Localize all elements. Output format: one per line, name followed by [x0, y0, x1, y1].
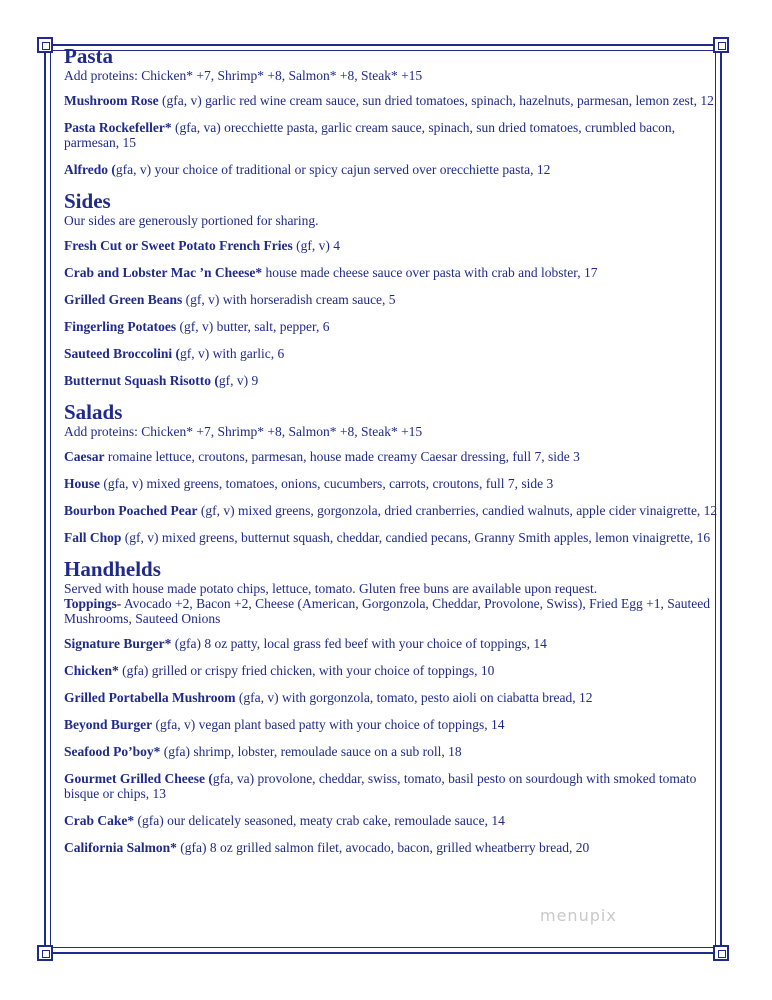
item-desc: (gfa, v) garlic red wine cream sauce, sun dried tomatoes, spinach, hazelnuts, parmesan, lemon zest, 12 [158, 93, 714, 108]
section-salads [64, 400, 724, 545]
item-desc: gfa, v) your choice of traditional or spicy cajun served over orecchiette pasta, 12 [115, 162, 551, 177]
section-note: Our sides are generously portioned for sharing. [64, 213, 319, 228]
item-desc: (gfa, v) with gorgonzola, tomato, pesto aioli on ciabatta bread, 12 [235, 690, 593, 705]
item-desc: (gf, v) 4 [292, 238, 340, 253]
menu-item [64, 771, 724, 801]
toppings-label: Toppings- [64, 596, 122, 611]
corner-ornament [713, 945, 729, 961]
menupix-watermark: menupix [540, 906, 617, 925]
item-name: Crab and Lobster Mac ’n Cheese* [64, 265, 263, 280]
section-title: Sides [64, 189, 111, 213]
item-desc: (gfa) shrimp, lobster, remoulade sauce on a sub roll, 18 [160, 744, 462, 759]
menu-item [64, 346, 724, 361]
item-name: Pasta Rockefeller* [64, 120, 172, 135]
section-title: Pasta [64, 44, 113, 68]
item-name: House [64, 476, 101, 491]
section-note: Add proteins: Chicken* +7, Shrimp* +8, Salmon* +8, Steak* +15 [64, 68, 423, 83]
item-desc: (gf, v) with horseradish cream sauce, 5 [182, 292, 396, 307]
item-desc: house made cheese sauce over pasta with crab and lobster, 17 [262, 265, 598, 280]
item-name: Mushroom Rose [64, 93, 159, 108]
item-desc: (gfa) 8 oz grilled salmon filet, avocado, bacon, grilled wheatberry bread, 20 [176, 840, 590, 855]
menu-item [64, 690, 724, 705]
item-desc: (gfa) our delicately seasoned, meaty crab cake, remoulade sauce, 14 [134, 813, 505, 828]
item-name: Butternut Squash Risotto ( [64, 373, 219, 388]
item-desc: (gf, v) mixed greens, gorgonzola, dried cranberries, candied walnuts, apple cider vinaigrette, 12 [197, 503, 718, 518]
item-desc: romaine lettuce, croutons, parmesan, house made creamy Caesar dressing, full 7, side 3 [104, 449, 580, 464]
item-name: Grilled Portabella Mushroom [64, 690, 236, 705]
item-desc: (gfa) 8 oz patty, local grass fed beef with your choice of toppings, 14 [171, 636, 547, 651]
menu-item [64, 238, 724, 253]
item-desc: gf, v) 9 [218, 373, 259, 388]
item-desc: (gfa) grilled or crispy fried chicken, with your choice of toppings, 10 [118, 663, 495, 678]
section-pasta [64, 44, 724, 177]
item-desc: (gfa, v) vegan plant based patty with your choice of toppings, 14 [152, 717, 505, 732]
section-handhelds [64, 557, 724, 855]
item-name: Chicken* [64, 663, 119, 678]
menu-content [64, 44, 724, 867]
item-name: Crab Cake* [64, 813, 135, 828]
menu-item [64, 292, 724, 307]
menu-item [64, 449, 724, 464]
menu-item [64, 319, 724, 334]
corner-ornament [37, 945, 53, 961]
menu-item [64, 162, 724, 177]
menu-item [64, 120, 724, 150]
item-name: Fresh Cut or Sweet Potato French Fries [64, 238, 293, 253]
item-name: California Salmon* [64, 840, 177, 855]
menu-item [64, 636, 724, 651]
toppings-text: Avocado +2, Bacon +2, Cheese (American, Gorgonzola, Cheddar, Provolone, Swiss), Fried Egg +1, Sauteed Mushrooms, Sauteed Onions [64, 596, 710, 626]
menu-item [64, 530, 724, 545]
section-sides [64, 189, 724, 388]
menu-item [64, 813, 724, 828]
menu-item [64, 840, 724, 855]
item-desc: (gf, v) mixed greens, butternut squash, cheddar, candied pecans, Granny Smith apples, lemon vinaigrette, 16 [121, 530, 711, 545]
item-desc: (gfa, v) mixed greens, tomatoes, onions, cucumbers, carrots, croutons, full 7, side 3 [100, 476, 554, 491]
menu-item [64, 93, 724, 108]
item-desc: gf, v) with garlic, 6 [180, 346, 285, 361]
menu-item [64, 663, 724, 678]
section-note: Served with house made potato chips, lettuce, tomato. Gluten free buns are available upon request. [64, 581, 598, 596]
item-name: Bourbon Poached Pear [64, 503, 198, 518]
item-desc: (gfa, va) orecchiette pasta, garlic cream sauce, spinach, sun dried tomatoes, crumbled bacon, parmesan, 15 [64, 120, 676, 150]
item-name: Beyond Burger [64, 717, 153, 732]
item-name: Fingerling Potatoes [64, 319, 177, 334]
section-note: Add proteins: Chicken* +7, Shrimp* +8, Salmon* +8, Steak* +15 [64, 424, 423, 439]
menu-item [64, 476, 724, 491]
corner-ornament [37, 37, 53, 53]
menu-item [64, 503, 724, 518]
item-desc: gfa, va) provolone, cheddar, swiss, tomato, basil pesto on sourdough with smoked tomato bisque or chips, 13 [64, 771, 697, 801]
item-name: Gourmet Grilled Cheese ( [64, 771, 213, 786]
item-name: Fall Chop [64, 530, 122, 545]
item-name: Signature Burger* [64, 636, 172, 651]
item-name: Alfredo ( [64, 162, 116, 177]
item-name: Grilled Green Beans [64, 292, 183, 307]
item-name: Caesar [64, 449, 105, 464]
menu-item [64, 744, 724, 759]
section-title: Salads [64, 400, 123, 424]
menu-item [64, 717, 724, 732]
toppings-note [64, 596, 724, 626]
item-desc: (gf, v) butter, salt, pepper, 6 [176, 319, 330, 334]
menu-item [64, 373, 724, 388]
section-title: Handhelds [64, 557, 161, 581]
item-name: Sauteed Broccolini ( [64, 346, 180, 361]
menu-item [64, 265, 724, 280]
item-name: Seafood Po’boy* [64, 744, 161, 759]
